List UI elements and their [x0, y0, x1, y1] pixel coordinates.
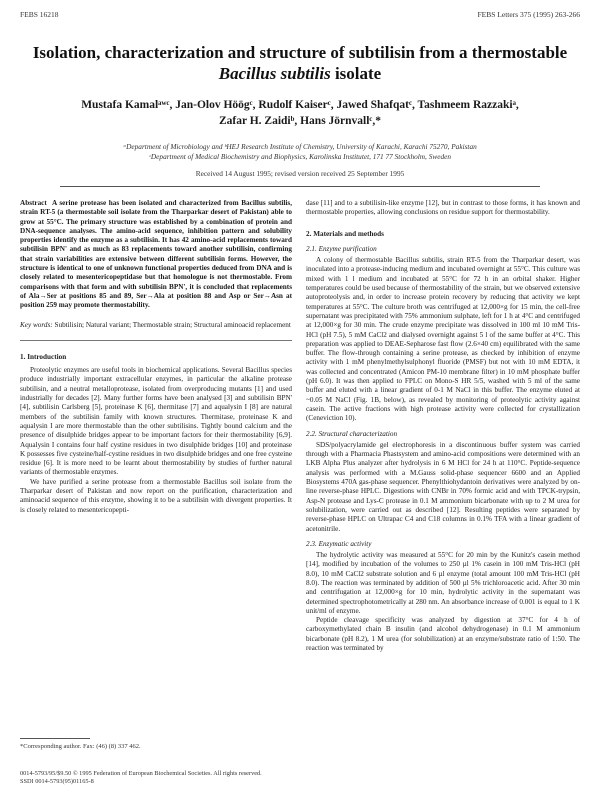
right-column	[306, 199, 580, 653]
authors-line-1: Mustafa Kamalᵃʷᶜ, Jan-Olov Höögᶜ, Rudolf Kaiserᶜ, Jawed Shafqatᶜ, Tashmeem Razzakiᵃ,	[81, 99, 519, 111]
journal-id: FEBS 16218	[20, 10, 59, 19]
abstract	[20, 199, 292, 311]
abstract-label: Abstract	[20, 199, 47, 207]
keywords-divider	[20, 340, 292, 341]
title-line-2	[20, 63, 580, 84]
copyright-line: 0014-5793/95/$9.50 © 1995 Federation of European Biochemical Societies. All rights reserved.	[20, 770, 262, 777]
footnote-divider	[20, 738, 90, 739]
species-name: Bacillus subtilis	[218, 64, 331, 84]
keywords-text: Subtilisin; Natural variant; Thermostable strain; Structural aminoacid replacement	[52, 320, 291, 329]
affiliation-2: ᶜDepartment of Medical Biochemistry and Biophysics, Karolinska Institutet, 171 77 Stockholm, Sweden	[149, 152, 451, 162]
subsection-enzyme-purification: 2.1. Enzyme purification	[306, 244, 377, 253]
corresponding-author-footnote: *Corresponding author. Fax: (46) (8) 337 462.	[20, 743, 141, 750]
article-title	[20, 42, 580, 85]
keywords-label: Key words:	[20, 320, 53, 329]
section-heading-methods: 2. Materials and methods	[306, 229, 384, 238]
authors-line-2: Zafar H. Zaidiᵇ, Hans Jörnvallᶜ,*	[218, 114, 382, 127]
purification-paragraph: A colony of thermostable Bacillus subtilis, strain RT-5 from the Tharparkar desert, was inoculated into a protease-inducing medium and incubated overnight at 55°C. This culture was mixed with 1 l medium and incubated at 55°C for 72 h in an orbital shaker. Higher temperatures could be used because of thermostability of the strain, but we observed extensive autoproteolysis and, in order to increase protein recovery by reducing that activity we kept temperatures at 55°C. The culture broth was centrifuged at 12,000×g for 15 min, the cell-free supernatant was precipitated with 75% ammonium sulphate, left for 1 h at 4°C and centrifuged at 12,000×g for 30 min. The crude enzyme precipitate was dissolved in 100 ml 10 mM Tris-HCl (pH 7.5), 5 mM CaCl2 and dialysed overnight against 5 l of the same buffer at 4°C. This preparation was applied to DEAE-Sepharose fast flow (2.6×40 cm) equilibrated with the same buffer. The flow-through containing a serine protease, as checked by inhibition of enzyme activity with 1 mM phenylmethylsulphonyl fluoride (PMSF) but not with 10 mM EDTA, it was collected and concentrated (Amicon PM-10 membrane filter) in 10 mM phosphate buffer (pH 6.0). It was then applied to FPLC on Mono-S HR 5/5, washed with 5 ml of the same buffer and eluted with a linear gradient of 0-1 M NaCl in this buffer. The enzyme eluted at ~0.05 M NaCl (Fig. 1B, below), as revealed by monitoring of proteolytic activity against casein. The active fractions with high protease activity were collected for crystallization (Ceneviction 10).	[306, 256, 580, 423]
author-list	[20, 98, 580, 129]
peptide-cleavage-paragraph: Peptide cleavage specificity was analyzed by digestion at 37°C for 4 h of carboxymethylated chain B insulin (and alcohol dehydrogenase) in 0.1 M ammonium bicarbonate (pH 8.2), 1 M urea (for solubilization) at an enzyme/substrate ratio of 1:50. The reaction was terminated by	[306, 616, 580, 653]
section-heading-introduction: 1. Introduction	[20, 352, 67, 361]
left-column	[20, 199, 292, 515]
intro-continuation: dase [11] and to a subtilisin-like enzyme [12], but in contrast to those forms, it has known and thermostable properties, allowing conclusions on residue support for thermostability.	[306, 199, 580, 217]
intro-paragraph-2: We have purified a serine protease from a thermostable Bacillus soil isolate from the Tharparkar desert of Pakistan and now report on the purification, characterization and aminoacid sequence of this enzyme, showing it to be a subtilisin with divergent properties. It is closely related to mesentericopepti-	[20, 477, 292, 514]
subsection-structural-characterization: 2.2. Structural characterization	[306, 429, 398, 438]
abstract-text: A serine protease has been isolated and characterized from Bacillus subtilis, strain RT-5 (a thermostable soil isolate from the Tharparkar desert of Pakistan) able to grow at 55°C. The primary structure was established by a combination of protein and DNA-sequence analyses. The amino-acid sequence, inhibition pattern and solubility properties identify the enzyme as a subtilisin. It has 42 amino-acid replacements toward subtilisin BPN' and as much as 83 replacements toward another subtilisin, confirming that strain variabilities are extensive between different subtilisin forms. However, the structure is identical to one of unknown functional properties deduced from DNA and is closely related to mesentericopeptidase but that homologue is not thermostable. From comparisons with that form and with subtilisin BPN', it is concluded that replacements of Ala→Ser at positions 85 and 89, Ser→Ala at position 88 and Asp or Ser→Asn at position 259 may promote thermostability.	[20, 199, 292, 310]
enzymatic-paragraph: The hydrolytic activity was measured at 55°C for 20 min by the Kunitz's casein method [14], modified by incubation of the volumes to 250 µl 1% casein in 100 mM Tris-HCl (pH 8.0), 10 mM CaCl2 substrate solution and 6 µl enzyme (total amount 100 mM Tris-HCl (pH 8.0). The reaction was terminated by addition of 500 µl 5% trichloroacetic acid. After 30 min and centrifugation at 12,000×g for 10 min, hydrolytic activity in the supernatant was determined spectrophotometrically at 280 nm. An absorbance increase of 0.001 is equal to 1 K unit/ml of enzyme.	[306, 551, 580, 615]
subsection-enzymatic-activity: 2.3. Enzymatic activity	[306, 539, 372, 548]
ssdi-line: SSDI 0014-5793(95)01165-8	[20, 778, 94, 785]
title-suffix: isolate	[330, 64, 382, 84]
header-divider	[60, 186, 540, 187]
title-line-1: Isolation, characterization and structure of subtilisin from a thermostable	[32, 43, 568, 62]
copyright-block	[20, 770, 580, 786]
affiliations	[20, 142, 580, 162]
intro-paragraph-1: Proteolytic enzymes are useful tools in biochemical applications. Several Bacillus species produce industrially important extracellular enzymes, in particular the alkaline protease subtilisin, and a neutral metalloprotease, isolated from overproducing mutants [1] and used industrially for decades [2]. Many further forms have been analysed [3] and subtilisin BPN' [4], subtilisin Carlsberg [5], proteinase K [6], thermitase [7] and aqualysin I [8] are natural members of the subtilisin family with known structures. Thermitase, proteinase K and aqualysin I are more thermostable than the other subtilisins. Tightly bound calcium and the presence of disulphide bridges appear to be important factors for their thermostability [6,9]. Aqualysin I contains four half cystine residues in two disulphide bridges [10] and proteinase K possesses five cysteine/half-cystine residues in two disulphide bridges and one free cysteine residue [6]. It is more need to be learnt about thermostability by studies of further natural variants of thermostable enzymes.	[20, 366, 292, 477]
journal-citation: FEBS Letters 375 (1995) 263-266	[477, 10, 580, 19]
keywords	[20, 321, 292, 330]
structural-paragraph: SDS/polyacrylamide gel electrophoresis in a discontinuous buffer system was carried through with a Pharmacia Phastsystem and amino-acid compositions were determined with an LKB Alpha Plus analyzer after hydrolysis in 6 M HCl for 24 h at 110°C. Peptide-sequence analysis was performed with a M.Gauss solid-phase sequencer 6600 and an Applied Biosystems 470A gas-phase sequencer. Phenylthiohydantoin derivatives were analyzed by on-line reverse-phase HPLC. Digestions with CNBr in 70% formic acid and with TPCK-trypsin, Asp-N protease and Lys-C protease in 0.1 M ammonium bicarbonate with up to 2 M urea for solubilization, were carried out as described [12]. Resulting peptides were separated by reverse-phase HPLC on Ultrapac C4 and C18 columns in 0.1% TFA with a linear gradient of acetonitrile.	[306, 440, 580, 533]
received-dates: Received 14 August 1995; revised version received 25 September 1995	[195, 169, 405, 178]
affiliation-1: ᵃDepartment of Microbiology and ᵇHEJ Research Institute of Chemistry, University of Karachi, Karachi 75270, Pakistan	[123, 142, 477, 151]
